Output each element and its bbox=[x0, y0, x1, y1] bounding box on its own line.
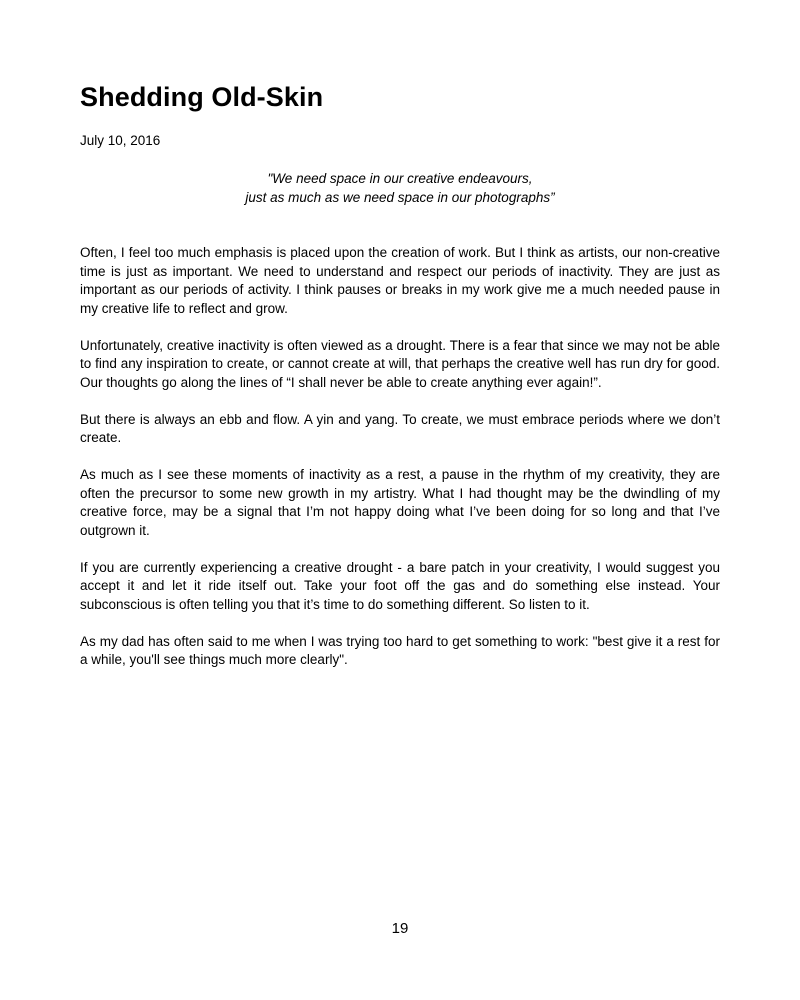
article-date: July 10, 2016 bbox=[80, 133, 161, 148]
paragraph: As my dad has often said to me when I was trying too hard to get something to work: "best give it a rest for a while, you'll see things much more clearly". bbox=[80, 633, 720, 667]
quote-line: just as much as we need space in our photographs” bbox=[245, 189, 555, 205]
paragraph: If you are currently experiencing a creative drought - a bare patch in your creativity, I would suggest you accept it and let it ride itself out. Take your foot off the gas and do something else instead. Your subconscious is often telling you that it’s time to do something different. So listen to it. bbox=[80, 559, 720, 612]
article-body bbox=[80, 244, 720, 688]
paragraph: But there is always an ebb and flow. A yin and yang. To create, we must embrace periods where we don’t create. bbox=[80, 411, 720, 445]
paragraph: Unfortunately, creative inactivity is often viewed as a drought. There is a fear that since we may not be able to find any inspiration to create, or cannot create at will, that perhaps the creative well has run dry for good. Our thoughts go along the lines of “I shall never be able to create anything ever again!”. bbox=[80, 337, 720, 390]
page-title: Shedding Old-Skin bbox=[80, 82, 324, 112]
page-number: 19 bbox=[391, 920, 409, 937]
paragraph: Often, I feel too much emphasis is placed upon the creation of work. But I think as artists, our non-creative time is just as important. We need to understand and respect our periods of inactivity. They are just as important as our periods of activity. I think pauses or breaks in my work give me a much needed pause in my creative life to reflect and grow. bbox=[80, 245, 720, 316]
page bbox=[80, 0, 720, 1000]
pull-quote bbox=[80, 170, 720, 207]
quote-line: "We need space in our creative endeavours, bbox=[267, 171, 533, 186]
paragraph: As much as I see these moments of inactivity as a rest, a pause in the rhythm of my creativity, they are often the precursor to some new growth in my artistry. What I had thought may be the dwindling of my creative force, may be a signal that I’m not happy doing what I’ve been doing for so long and that I’ve outgrown it. bbox=[80, 467, 720, 538]
